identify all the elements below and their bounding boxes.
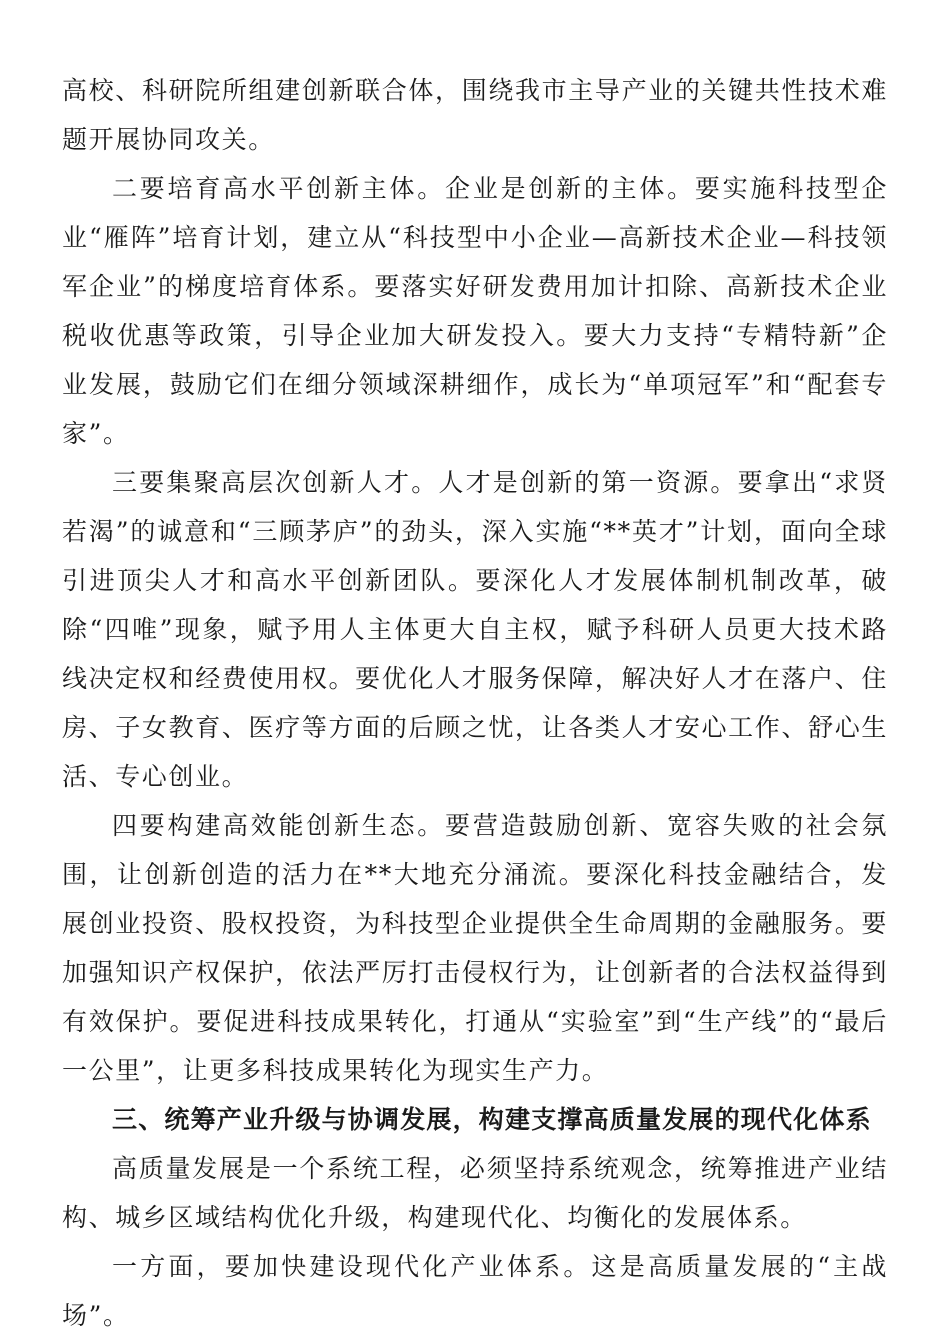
paragraph-innovation-talent: 三要集聚高层次创新人才。人才是创新的第一资源。要拿出“求贤若渴”的诚意和“三顾茅庐”的劲头，深入实施“**英才”计划，面向全球引进顶尖人才和高水平创新团队。要深化人才发展体制机制改革，破除“四唯”现象，赋予用人主体更大自主权，赋予科研人员更大技术路线决定权和经费使用权。要优化人才服务保障，解决好人才在落户、住房、子女教育、医疗等方面的后顾之忧，让各类人才安心工作、舒心生活、专心创业。 (62, 468, 888, 791)
paragraph-innovation-ecosystem: 四要构建高效能创新生态。要营造鼓励创新、宽容失败的社会氛围，让创新创造的活力在**大地充分涌流。要深化科技金融结合，发展创业投资、股权投资，为科技型企业提供全生命周期的金融服务。要加强知识产权保护，依法严厉打击侵权行为，让创新者的合法权益得到有效保护。要促进科技成果转化，打通从“实验室”到“生产线”的“最后一公里”，让更多科技成果转化为现实生产力。 (62, 811, 888, 1085)
document-body (62, 66, 888, 1340)
section-heading: 三、统筹产业升级与协调发展，构建支撑高质量发展的现代化体系 (112, 1105, 872, 1134)
paragraph-continuation: 高校、科研院所组建创新联合体，围绕我市主导产业的关键共性技术难题开展协同攻关。 (62, 76, 888, 154)
paragraph-system-overview: 高质量发展是一个系统工程，必须坚持系统观念，统筹推进产业结构、城乡区域结构优化升级，构建现代化、均衡化的发展体系。 (62, 1154, 888, 1232)
paragraph-modern-industry: 一方面，要加快建设现代化产业体系。这是高质量发展的“主战场”。 (62, 1252, 888, 1330)
paragraph-innovation-entities: 二要培育高水平创新主体。企业是创新的主体。要实施科技型企业“雁阵”培育计划，建立从“科技型中小企业—高新技术企业—科技领军企业”的梯度培育体系。要落实好研发费用加计扣除、高新技术企业税收优惠等政策，引导企业加大研发投入。要大力支持“专精特新”企业发展，鼓励它们在细分领域深耕细作，成长为“单项冠军”和“配套专家”。 (62, 174, 888, 448)
